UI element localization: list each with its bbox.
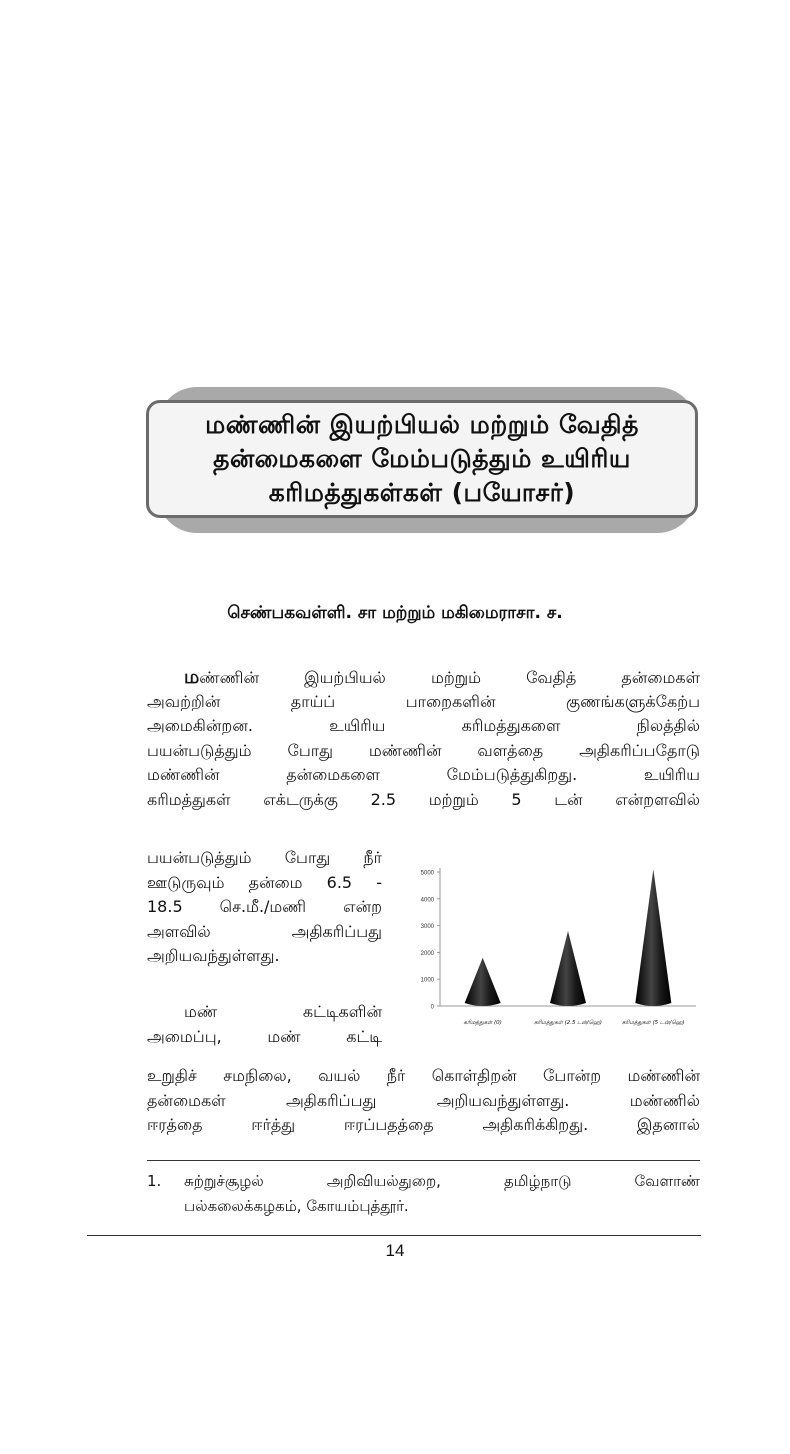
y-tick-label: 2000 (420, 950, 434, 957)
footnote-number: 1. (147, 1172, 162, 1190)
paragraph-bottom (147, 1064, 700, 1138)
title-line-2: தன்மைகளை மேம்படுத்தும் உயிரிய (213, 444, 631, 473)
body-line-text: மண் கட்டிகளின் (184, 1002, 382, 1021)
y-tick-label: 1000 (420, 977, 434, 984)
y-tick-label: 3000 (420, 924, 434, 931)
body-line: தன்மைகள் அதிகரிப்பது அறியவந்துள்ளது. மண்ணில் (147, 1090, 700, 1110)
paragraph-top (147, 665, 700, 812)
body-line (147, 665, 700, 690)
body-line: அறியவந்துள்ளது. (147, 946, 280, 965)
body-line: பயன்படுத்தும் போது நீர் (147, 848, 382, 867)
cone-bar (550, 931, 586, 1006)
body-line: பயன்படுத்தும் போது மண்ணின் வளத்தை அதிகரிப்பதோடு (147, 740, 700, 760)
page-number: 14 (385, 1241, 405, 1260)
cone-bar-chart (396, 858, 702, 1040)
body-line: கரிமத்துகள் எக்டருக்கு 2.5 மற்றும் 5 டன் என்றளவில் (147, 789, 700, 809)
y-tick-label: 4000 (420, 897, 434, 904)
y-tick-label: 5000 (420, 870, 434, 877)
body-line-text: ண்ணின் இயற்பியல் மற்றும் வேதித் தன்மைகள் (199, 668, 700, 687)
authors: செண்பகவள்ளி. சா மற்றும் மகிமைராசா. ச. (227, 603, 563, 623)
cone-bar (465, 958, 501, 1006)
body-line: உறுதிச் சமநிலை, வயல் நீர் கொள்திறன் போன்ற மண்ணின் (147, 1066, 700, 1085)
x-category-label: கரிமத்துகள் (5 டன்/ஹெ) (622, 1020, 685, 1026)
body-line: ஊடுருவும் தன்மை 6.5 - (147, 872, 382, 892)
x-category-label: கரிமத்துகள் (0) (463, 1020, 502, 1026)
y-tick-label: 0 (430, 1004, 434, 1011)
body-line: அமைகின்றன. உயிரிய கரிமத்துகளை நிலத்தில் (147, 716, 700, 735)
footnote (147, 1168, 700, 1219)
body-line: அவற்றின் தாய்ப் பாறைகளின் குணங்களுக்கேற்ப (147, 691, 700, 711)
paragraph-wrap-1 (147, 846, 382, 969)
page-rule (87, 1235, 701, 1236)
dropcap: ம (184, 666, 200, 688)
body-line: அளவில் அதிகரிப்பது (147, 921, 382, 941)
body-line: ஈரத்தை ஈர்த்து ஈரப்பதத்தை அதிகரிக்கிறது. இதனால் (147, 1115, 700, 1134)
x-category-label: கரிமத்துகள் (2.5 டன்/ஹெ) (534, 1020, 602, 1026)
body-line: மண்ணின் தன்மைகளை மேம்படுத்துகிறது. உயிரிய (147, 765, 700, 784)
footnote-line-1: சுற்றுச்சூழல் அறிவியல்துறை, தமிழ்நாடு வேளாண் (184, 1172, 700, 1190)
body-line (147, 1000, 382, 1025)
title-line-3: கரிமத்துகள்கள் (பயோசர்) (268, 478, 576, 507)
title-box (146, 400, 698, 518)
cone-bar (635, 869, 671, 1006)
body-line: அமைப்பு, மண் கட்டி (147, 1026, 382, 1046)
paragraph-wrap-2 (147, 1000, 382, 1049)
footnote-rule (147, 1160, 700, 1161)
body-line: 18.5 செ.மீ./மணி என்ற (147, 897, 382, 916)
footnote-line-2: பல்கலைக்கழகம், கோயம்புத்தூர். (184, 1196, 409, 1215)
title-line-1: மண்ணின் இயற்பியல் மற்றும் வேதித் (205, 410, 639, 439)
